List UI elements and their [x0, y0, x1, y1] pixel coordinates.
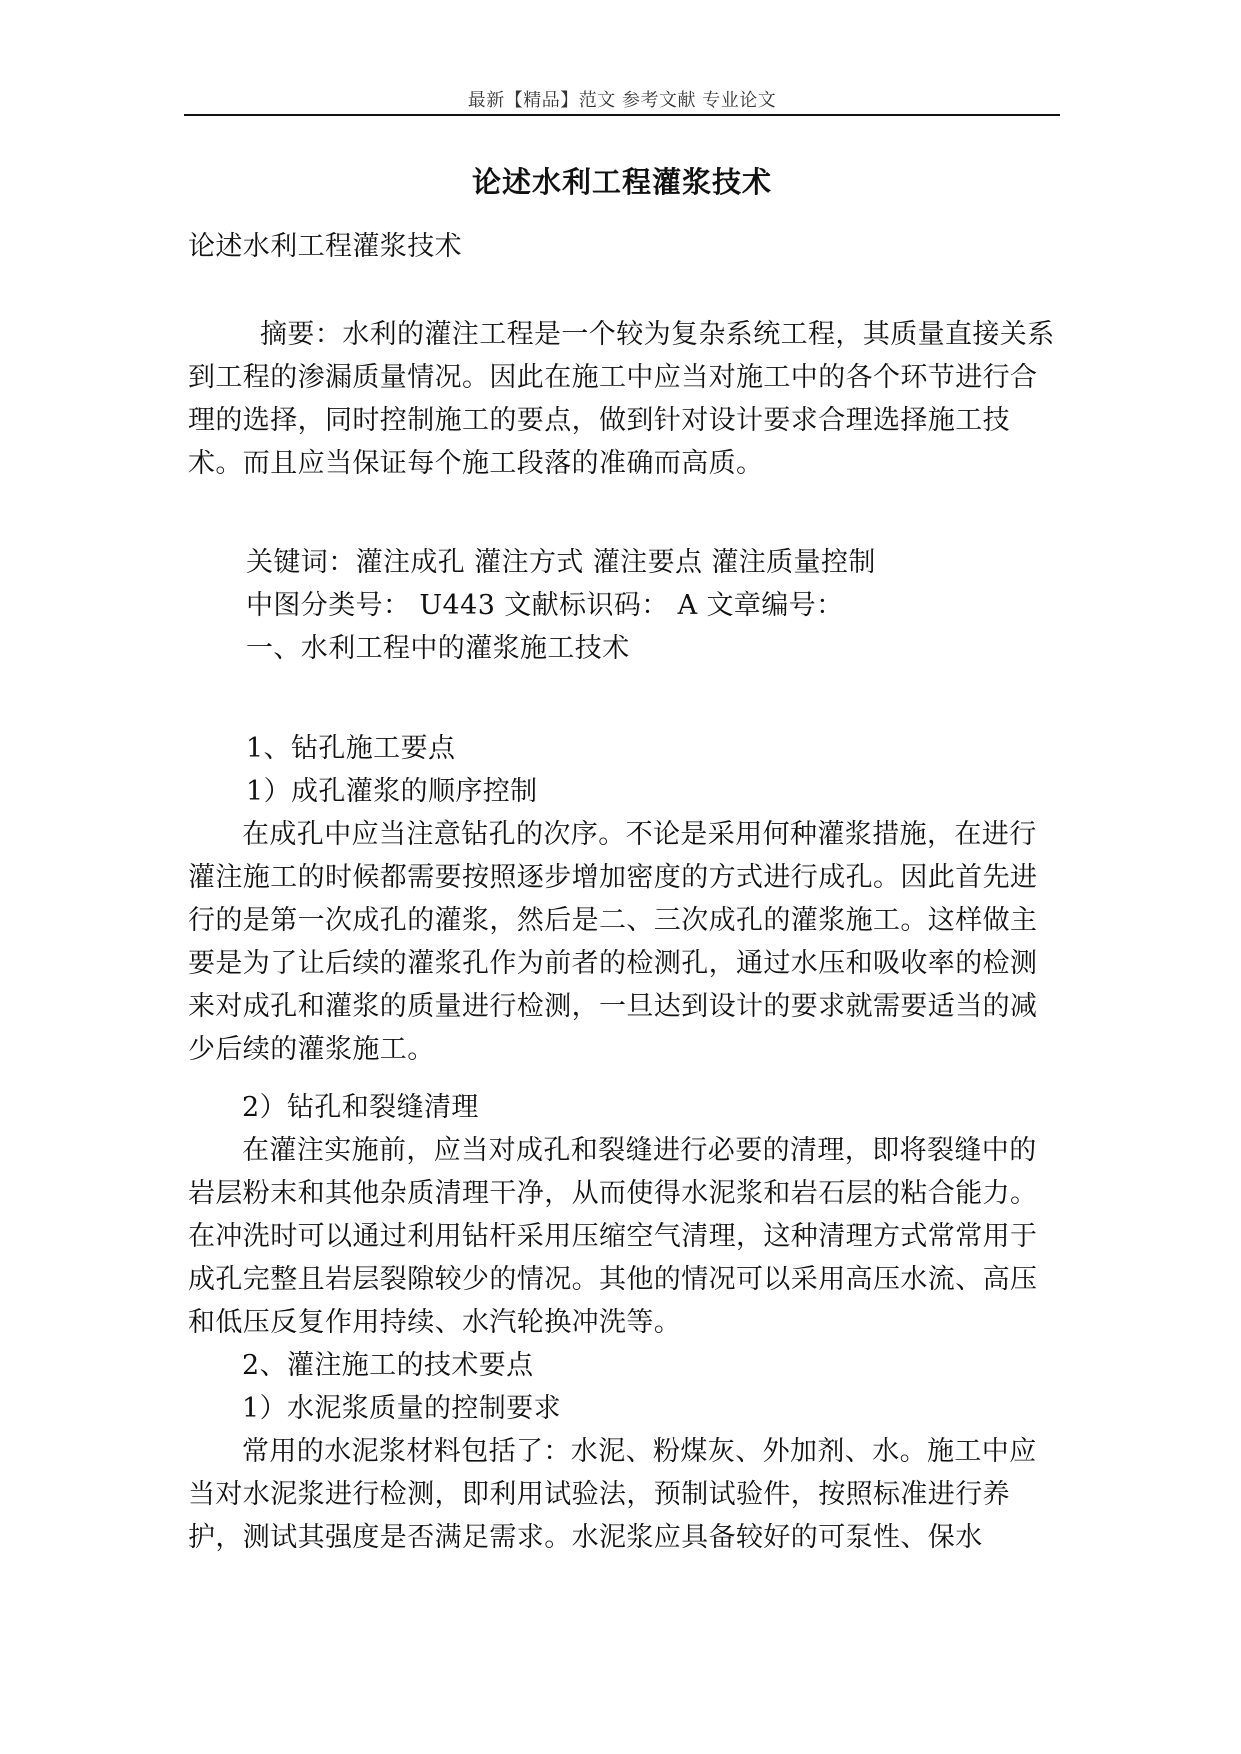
header-divider: [184, 114, 1060, 116]
section-heading: 一、水利工程中的灌浆施工技术: [246, 633, 630, 664]
page-header: 最新【精品】范文 参考文献 专业论文: [467, 90, 777, 111]
document-title: 论述水利工程灌浆技术: [471, 165, 772, 199]
subsubsection-heading: 1）成孔灌浆的顺序控制: [246, 776, 538, 807]
classification-line: 中图分类号： U443 文献标识码： A 文章编号：: [246, 590, 844, 621]
body-paragraph: 在灌注实施前，应当对成孔和裂缝进行必要的清理，即将裂缝中的岩层粉末和其他杂质清理干净，从而使得水泥浆和岩石层的粘合能力。在冲洗时可以通过利用钻杆采用压缩空气清理，这种清理方式常常用于成孔完整且岩层裂隙较少的情况。其他的情况可以采用高压水流、高压和低压反复作用持续、水汽轮换冲洗等。: [188, 1135, 1038, 1338]
body-paragraph: 在成孔中应当注意钻孔的次序。不论是采用何种灌浆措施，在进行灌注施工的时候都需要按照逐步增加密度的方式进行成孔。因此首先进行的是第一次成孔的灌浆，然后是二、三次成孔的灌浆施工。这样做主要是为了让后续的灌浆孔作为前者的检测孔，通过水压和吸收率的检测来对成孔和灌浆的质量进行检测，一旦达到设计的要求就需要适当的减少后续的灌浆施工。: [188, 819, 1038, 1065]
keywords-line: 关键词：灌注成孔 灌注方式 灌注要点 灌注质量控制: [246, 547, 876, 578]
subsection-heading: 2、灌注施工的技术要点: [242, 1350, 534, 1381]
abstract-paragraph: 摘要：水利的灌注工程是一个较为复杂系统工程，其质量直接关系到工程的渗漏质量情况。因此在施工中应当对施工中的各个环节进行合理的选择，同时控制施工的要点，做到针对设计要求合理选择施工技术。而且应当保证每个施工段落的准确而高质。: [188, 319, 1055, 479]
subsubsection-heading: 1）水泥浆质量的控制要求: [242, 1393, 561, 1424]
subsubsection-heading: 2）钻孔和裂缝清理: [242, 1092, 479, 1123]
document-subtitle: 论述水利工程灌浆技术: [188, 231, 462, 262]
subsection-heading: 1、钻孔施工要点: [246, 733, 456, 764]
body-paragraph: 常用的水泥浆材料包括了：水泥、粉煤灰、外加剂、水。施工中应当对水泥浆进行检测，即利用试验法，预制试验件，按照标准进行养护，测试其强度是否满足需求。水泥浆应具备较好的可泵性、保水: [188, 1436, 1037, 1553]
